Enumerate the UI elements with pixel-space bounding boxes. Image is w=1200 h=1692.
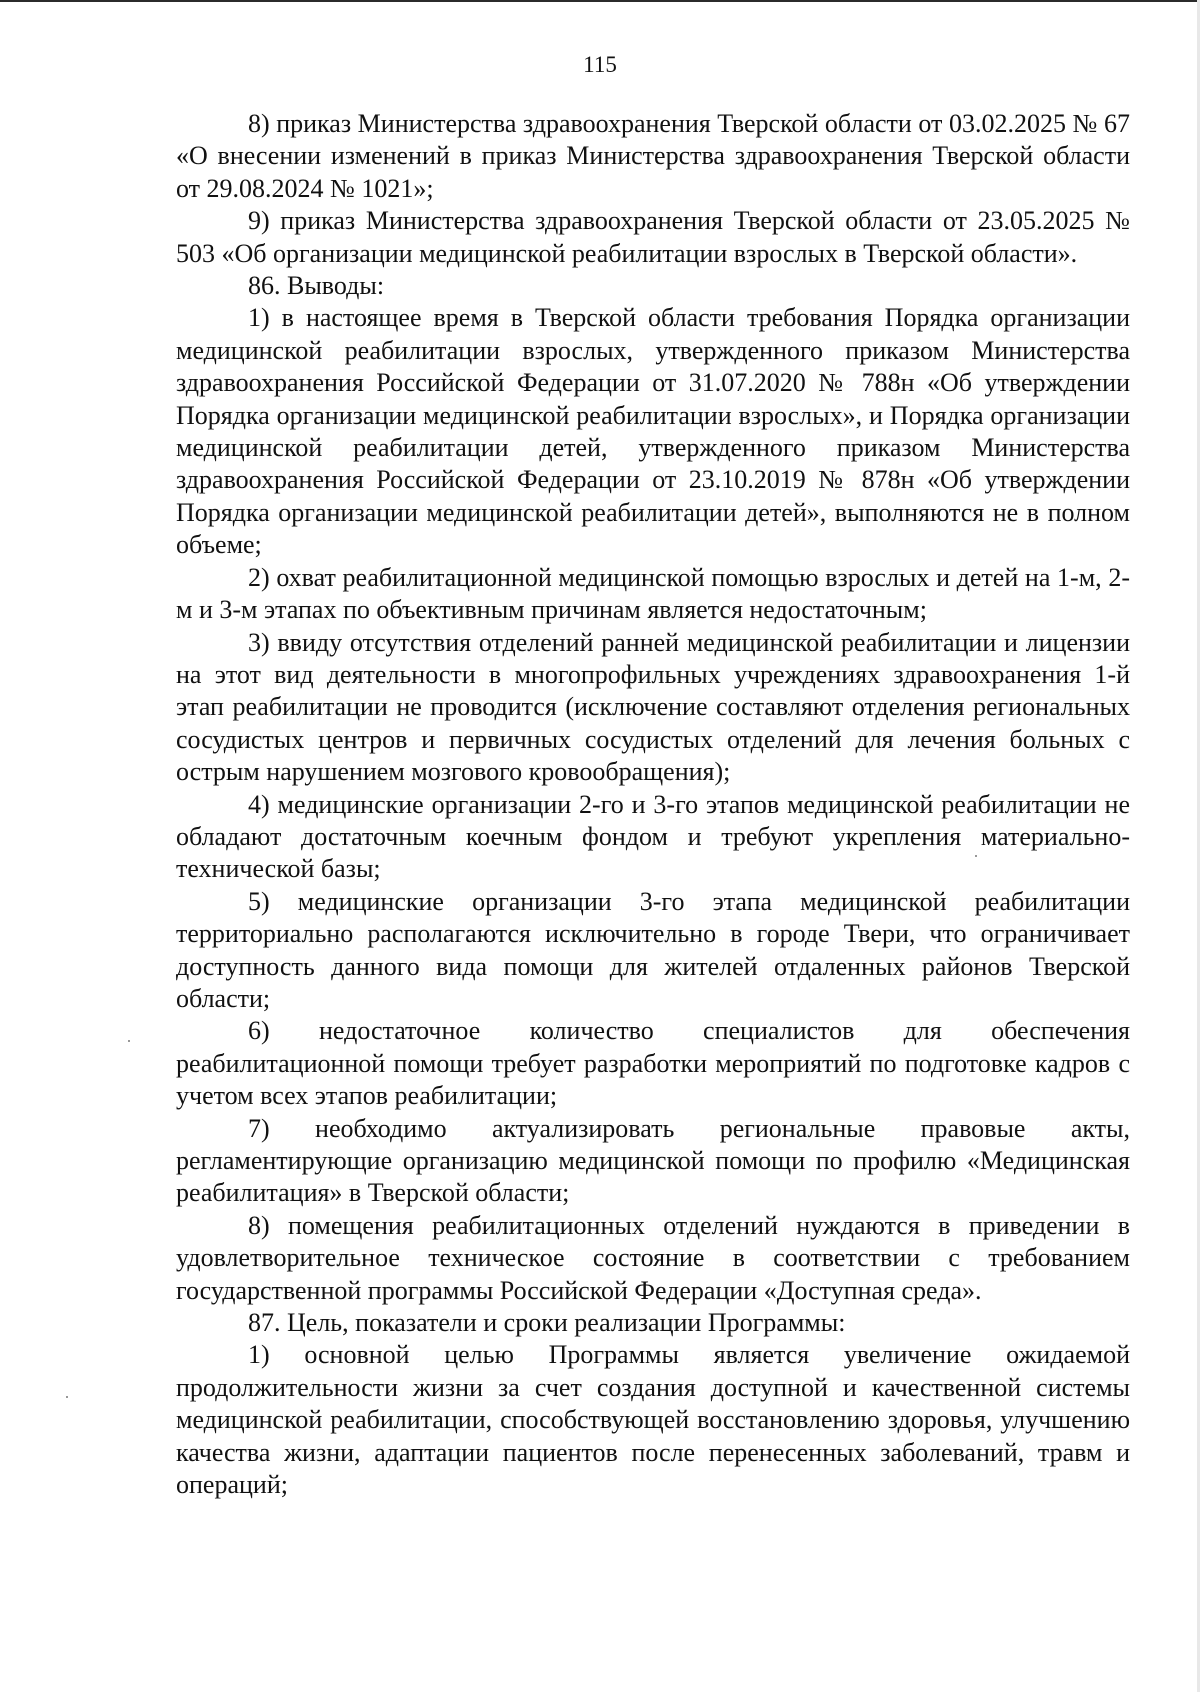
section-87-heading: 87. Цель, показатели и сроки реализации Программы: [248, 1308, 846, 1338]
conclusion-item-2: 2) охват реабилитационной медицинской помощью взрослых и детей на 1-м, 2-м и 3-м этапах по объективным причинам является недостаточным; [176, 562, 1130, 625]
scan-top-border [0, 0, 1200, 2]
conclusion-item-3: 3) ввиду отсутствия отделений ранней медицинской реабилитации и лицензии на этот вид деятельности в многопрофильных учреждениях здравоохранения 1-й этап реабилитации не проводится (исключение составляют отделения региональных сосудистых центров и первичных сосудистых отделений для лечения больных с острым нарушением мозгового кровообращения); [176, 627, 1130, 787]
conclusion-item-8: 8) помещения реабилитационных отделений нуждаются в приведении в удовлетворительное техническое состояние в соответствии с требованием государственной программы Российской Федерации «Доступная среда». [176, 1210, 1130, 1305]
conclusion-item-5: 5) медицинские организации 3-го этапа медицинской реабилитации территориально располагаются исключительно в городе Твери, что ограничивает доступность данного вида помощи для жителей отдаленных районов Тверской области; [176, 886, 1130, 1013]
conclusion-item-7: 7) необходимо актуализировать региональные правовые акты, регламентирующие организацию медицинской помощи по профилю «Медицинская реабилитация» в Тверской области; [176, 1113, 1130, 1208]
paragraph-item-9-order: 9) приказ Министерства здравоохранения Тверской области от 23.05.2025 № 503 «Об организации медицинской реабилитации взрослых в Тверской области». [176, 206, 1130, 268]
document-body [176, 108, 1130, 1501]
conclusion-item-4: 4) медицинские организации 2-го и 3-го этапов медицинской реабилитации не обладают достаточным коечным фондом и требуют укрепления материально-технической базы; [176, 789, 1130, 884]
goal-item-1: 1) основной целью Программы является увеличение ожидаемой продолжительности жизни за счет создания доступной и качественной системы медицинской реабилитации, способствующей восстановлению здоровья, улучшению качества жизни, адаптации пациентов после перенесенных заболеваний, травм и операций; [176, 1340, 1130, 1500]
paragraph-item-8-order: 8) приказ Министерства здравоохранения Тверской области от 03.02.2025 № 67 «О внесении изменений в приказ Министерства здравоохранения Тверской области от 29.08.2024 № 1021»; [176, 109, 1130, 203]
scan-speck [128, 1040, 130, 1042]
conclusion-item-1: 1) в настоящее время в Тверской области требования Порядка организации медицинской реабилитации взрослых, утвержденного приказом Министерства здравоохранения Российской Федерации от 31.07.2020 № 788н «Об утверждении Порядка организации медицинской реабилитации взрослых», и Порядка организации медицинской реабилитации детей, утвержденного приказом Министерства здравоохранения Российской Федерации от 23.10.2019 № 878н «Об утверждении Порядка организации медицинской реабилитации детей», выполняются не в полном объеме; [176, 303, 1130, 560]
scan-speck [66, 1396, 68, 1398]
page-number: 115 [583, 52, 617, 77]
section-86-heading: 86. Выводы: [248, 271, 385, 301]
conclusion-item-6: 6) недостаточное количество специалистов для обеспечения реабилитационной помощи требует разработки мероприятий по подготовке кадров с учетом всех этапов реабилитации; [176, 1016, 1130, 1111]
scan-speck [975, 855, 977, 857]
